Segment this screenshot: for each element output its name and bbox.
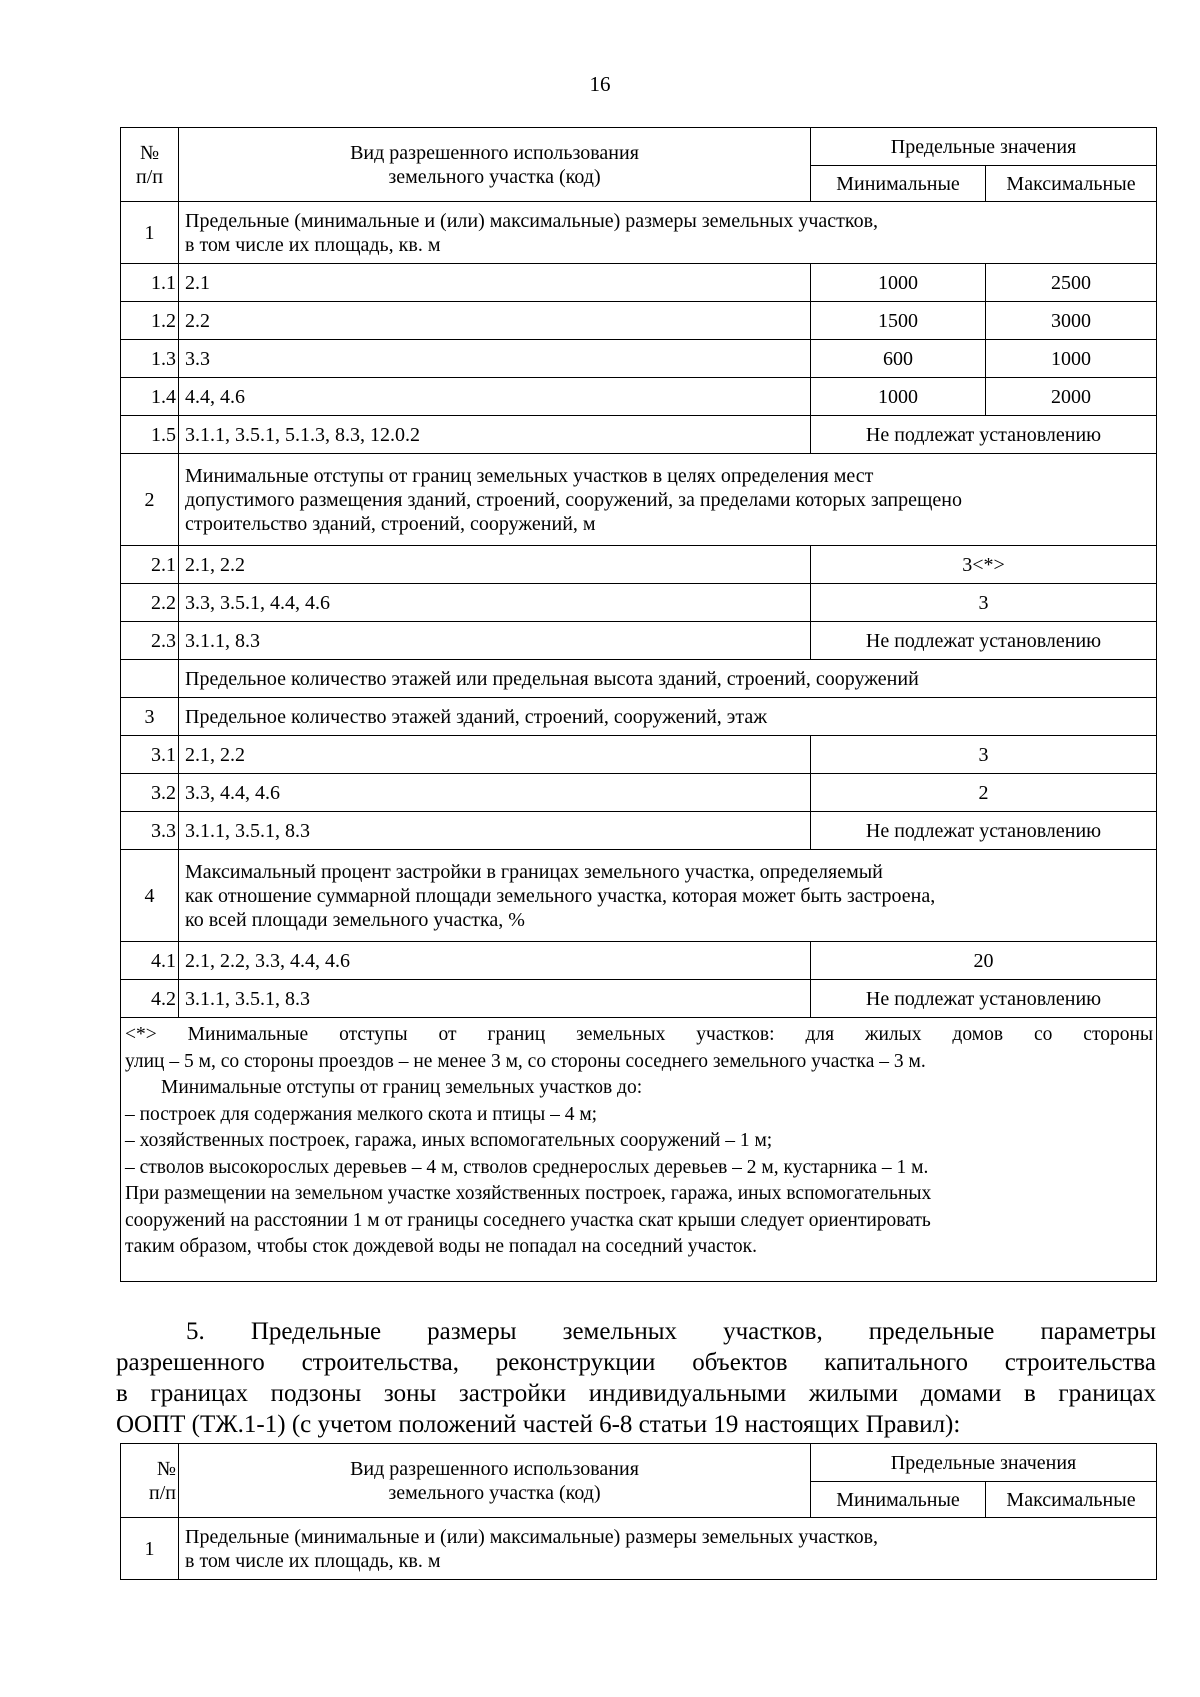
row-value: 3 bbox=[811, 736, 1157, 774]
section-title: Предельное количество этажей или предельная высота зданий, строений, сооружений bbox=[179, 660, 1157, 698]
section-title-line: Предельные (минимальные и (или) максимальные) размеры земельных участков, bbox=[185, 209, 879, 232]
row-code: 2.2 bbox=[179, 302, 811, 340]
row-code: 4.4, 4.6 bbox=[179, 378, 811, 416]
section-title-line: ко всей площади земельного участка, % bbox=[185, 908, 525, 931]
section-row-2 bbox=[121, 454, 1157, 546]
header-number-cell bbox=[121, 1444, 179, 1518]
table-row bbox=[121, 736, 1157, 774]
table-row bbox=[121, 340, 1157, 378]
section-row-4 bbox=[121, 850, 1157, 942]
row-number: 4.2 bbox=[121, 980, 179, 1018]
footnote-line: – хозяйственных построек, гаража, иных вспомогательных сооружений – 1 м; bbox=[125, 1130, 773, 1151]
row-max: 1000 bbox=[986, 340, 1157, 378]
header-max: Максимальные bbox=[986, 1482, 1157, 1518]
section-number-empty bbox=[121, 660, 179, 698]
header-kind-cell bbox=[179, 1444, 811, 1518]
heading-line: в границах подзоны зоны застройки индивидуальными жилыми домами в границах bbox=[116, 1380, 1156, 1407]
header-min: Минимальные bbox=[811, 166, 986, 202]
header-kind-label: Вид разрешенного использования bbox=[350, 141, 639, 164]
section-title bbox=[179, 454, 1157, 546]
row-value: Не подлежат установлению bbox=[811, 622, 1157, 660]
section-title-line: как отношение суммарной площади земельного участка, которая может быть застроена, bbox=[185, 884, 936, 907]
section-number: 1 bbox=[121, 202, 179, 264]
row-number: 2.1 bbox=[121, 546, 179, 584]
row-number: 1.2 bbox=[121, 302, 179, 340]
section-number: 2 bbox=[121, 454, 179, 546]
row-code: 3.1.1, 8.3 bbox=[179, 622, 811, 660]
section-row-floors bbox=[121, 660, 1157, 698]
header-max: Максимальные bbox=[986, 166, 1157, 202]
row-min: 1000 bbox=[811, 378, 986, 416]
header-limits: Предельные значения bbox=[811, 128, 1157, 166]
section-number: 4 bbox=[121, 850, 179, 942]
row-value: 20 bbox=[811, 942, 1157, 980]
row-number: 2.2 bbox=[121, 584, 179, 622]
header-kind-label: Вид разрешенного использования bbox=[350, 1457, 639, 1480]
section-title bbox=[179, 850, 1157, 942]
header-min: Минимальные bbox=[811, 1482, 986, 1518]
footnote-line: <*> Минимальные отступы от границ земельных участков: для жилых домов со стороны bbox=[125, 1024, 1154, 1045]
row-number: 3.3 bbox=[121, 812, 179, 850]
row-number: 1.1 bbox=[121, 264, 179, 302]
table-row bbox=[121, 980, 1157, 1018]
header-number-cell bbox=[121, 128, 179, 202]
row-code: 2.1, 2.2, 3.3, 4.4, 4.6 bbox=[179, 942, 811, 980]
footnote-line: сооружений на расстоянии 1 м от границы соседнего участка скат крыши следует ориентировать bbox=[125, 1209, 931, 1231]
row-value: Не подлежат установлению bbox=[811, 416, 1157, 454]
section-title-line: Предельные (минимальные и (или) максимальные) размеры земельных участков, bbox=[185, 1525, 879, 1548]
section-5-heading bbox=[116, 1316, 1156, 1440]
footnote-line: таким образом, чтобы сток дождевой воды не попадал на соседний участок. bbox=[125, 1236, 758, 1257]
header-number-sublabel: п/п bbox=[149, 1481, 176, 1504]
row-max: 2000 bbox=[986, 378, 1157, 416]
footnote-line: При размещении на земельном участке хозяйственных построек, гаража, иных вспомогательных bbox=[125, 1183, 932, 1204]
row-min: 1500 bbox=[811, 302, 986, 340]
section-title bbox=[179, 202, 1157, 264]
section-title-line: в том числе их площадь, кв. м bbox=[185, 1549, 441, 1572]
header-kind-cell bbox=[179, 128, 811, 202]
section-number: 1 bbox=[121, 1518, 179, 1580]
section-title-line: Минимальные отступы от границ земельных участков в целях определения мест bbox=[185, 464, 874, 487]
section-row-3 bbox=[121, 698, 1157, 736]
row-code: 3.1.1, 3.5.1, 8.3 bbox=[179, 980, 811, 1018]
heading-line: ООПТ (ТЖ.1-1) (с учетом положений частей 6-8 статьи 19 настоящих Правил): bbox=[116, 1411, 961, 1438]
row-number: 3.2 bbox=[121, 774, 179, 812]
footnote-row bbox=[121, 1018, 1157, 1282]
parameters-table-2 bbox=[120, 1443, 1157, 1580]
row-number: 1.3 bbox=[121, 340, 179, 378]
table-row bbox=[121, 416, 1157, 454]
section-title-line: Максимальный процент застройки в границах земельного участка, определяемый bbox=[185, 860, 883, 883]
table-row bbox=[121, 302, 1157, 340]
table-row bbox=[121, 942, 1157, 980]
section-row-1 bbox=[121, 202, 1157, 264]
table-header-row bbox=[121, 128, 1157, 166]
table-row bbox=[121, 774, 1157, 812]
parameters-table bbox=[120, 127, 1157, 1282]
row-min: 600 bbox=[811, 340, 986, 378]
row-code: 2.1, 2.2 bbox=[179, 736, 811, 774]
footnote-line: – построек для содержания мелкого скота и птицы – 4 м; bbox=[125, 1103, 598, 1125]
heading-line: разрешенного строительства, реконструкции объектов капитального строительства bbox=[116, 1349, 1156, 1376]
row-number: 3.1 bbox=[121, 736, 179, 774]
header-limits: Предельные значения bbox=[811, 1444, 1157, 1482]
section-title-line: в том числе их площадь, кв. м bbox=[185, 233, 441, 256]
row-max: 3000 bbox=[986, 302, 1157, 340]
row-number: 4.1 bbox=[121, 942, 179, 980]
row-number: 1.5 bbox=[121, 416, 179, 454]
table-row bbox=[121, 622, 1157, 660]
footnote bbox=[121, 1018, 1157, 1282]
row-value: 2 bbox=[811, 774, 1157, 812]
header-number-sublabel: п/п bbox=[136, 165, 163, 188]
row-value: Не подлежат установлению bbox=[811, 980, 1157, 1018]
section-title-line: строительство зданий, строений, сооружений, м bbox=[185, 512, 596, 535]
footnote-line: – стволов высокорослых деревьев – 4 м, стволов среднерослых деревьев – 2 м, кустарника – 1 м. bbox=[125, 1156, 929, 1178]
row-max: 2500 bbox=[986, 264, 1157, 302]
row-code: 3.3, 3.5.1, 4.4, 4.6 bbox=[179, 584, 811, 622]
row-code: 3.3, 4.4, 4.6 bbox=[179, 774, 811, 812]
section-number: 3 bbox=[121, 698, 179, 736]
row-code: 3.1.1, 3.5.1, 5.1.3, 8.3, 12.0.2 bbox=[179, 416, 811, 454]
table-row bbox=[121, 812, 1157, 850]
row-value: 3 bbox=[811, 584, 1157, 622]
table-header-row bbox=[121, 1444, 1157, 1482]
row-code: 3.1.1, 3.5.1, 8.3 bbox=[179, 812, 811, 850]
row-value: 3<*> bbox=[811, 546, 1157, 584]
header-number-label: № bbox=[156, 1457, 176, 1480]
table-row bbox=[121, 584, 1157, 622]
header-kind-sublabel: земельного участка (код) bbox=[388, 1481, 601, 1504]
section-title bbox=[179, 1518, 1157, 1580]
section-row-1 bbox=[121, 1518, 1157, 1580]
table-row bbox=[121, 378, 1157, 416]
header-kind-sublabel: земельного участка (код) bbox=[388, 165, 601, 188]
table-row bbox=[121, 546, 1157, 584]
row-value: Не подлежат установлению bbox=[811, 812, 1157, 850]
heading-line: 5. Предельные размеры земельных участков, предельные параметры bbox=[186, 1318, 1156, 1345]
footnote-line: улиц – 5 м, со стороны проездов – не менее 3 м, со стороны соседнего земельного участка – 3 м. bbox=[125, 1050, 926, 1072]
footnote-line: Минимальные отступы от границ земельных участков до: bbox=[161, 1077, 643, 1098]
section-title-line: допустимого размещения зданий, строений, сооружений, за пределами которых запрещено bbox=[185, 488, 962, 511]
page-number: 16 bbox=[589, 72, 611, 96]
row-number: 2.3 bbox=[121, 622, 179, 660]
row-code: 3.3 bbox=[179, 340, 811, 378]
row-number: 1.4 bbox=[121, 378, 179, 416]
row-code: 2.1, 2.2 bbox=[179, 546, 811, 584]
header-number-label: № bbox=[139, 141, 160, 164]
row-min: 1000 bbox=[811, 264, 986, 302]
table-row bbox=[121, 264, 1157, 302]
section-title: Предельное количество этажей зданий, строений, сооружений, этаж bbox=[179, 698, 1157, 736]
row-code: 2.1 bbox=[179, 264, 811, 302]
